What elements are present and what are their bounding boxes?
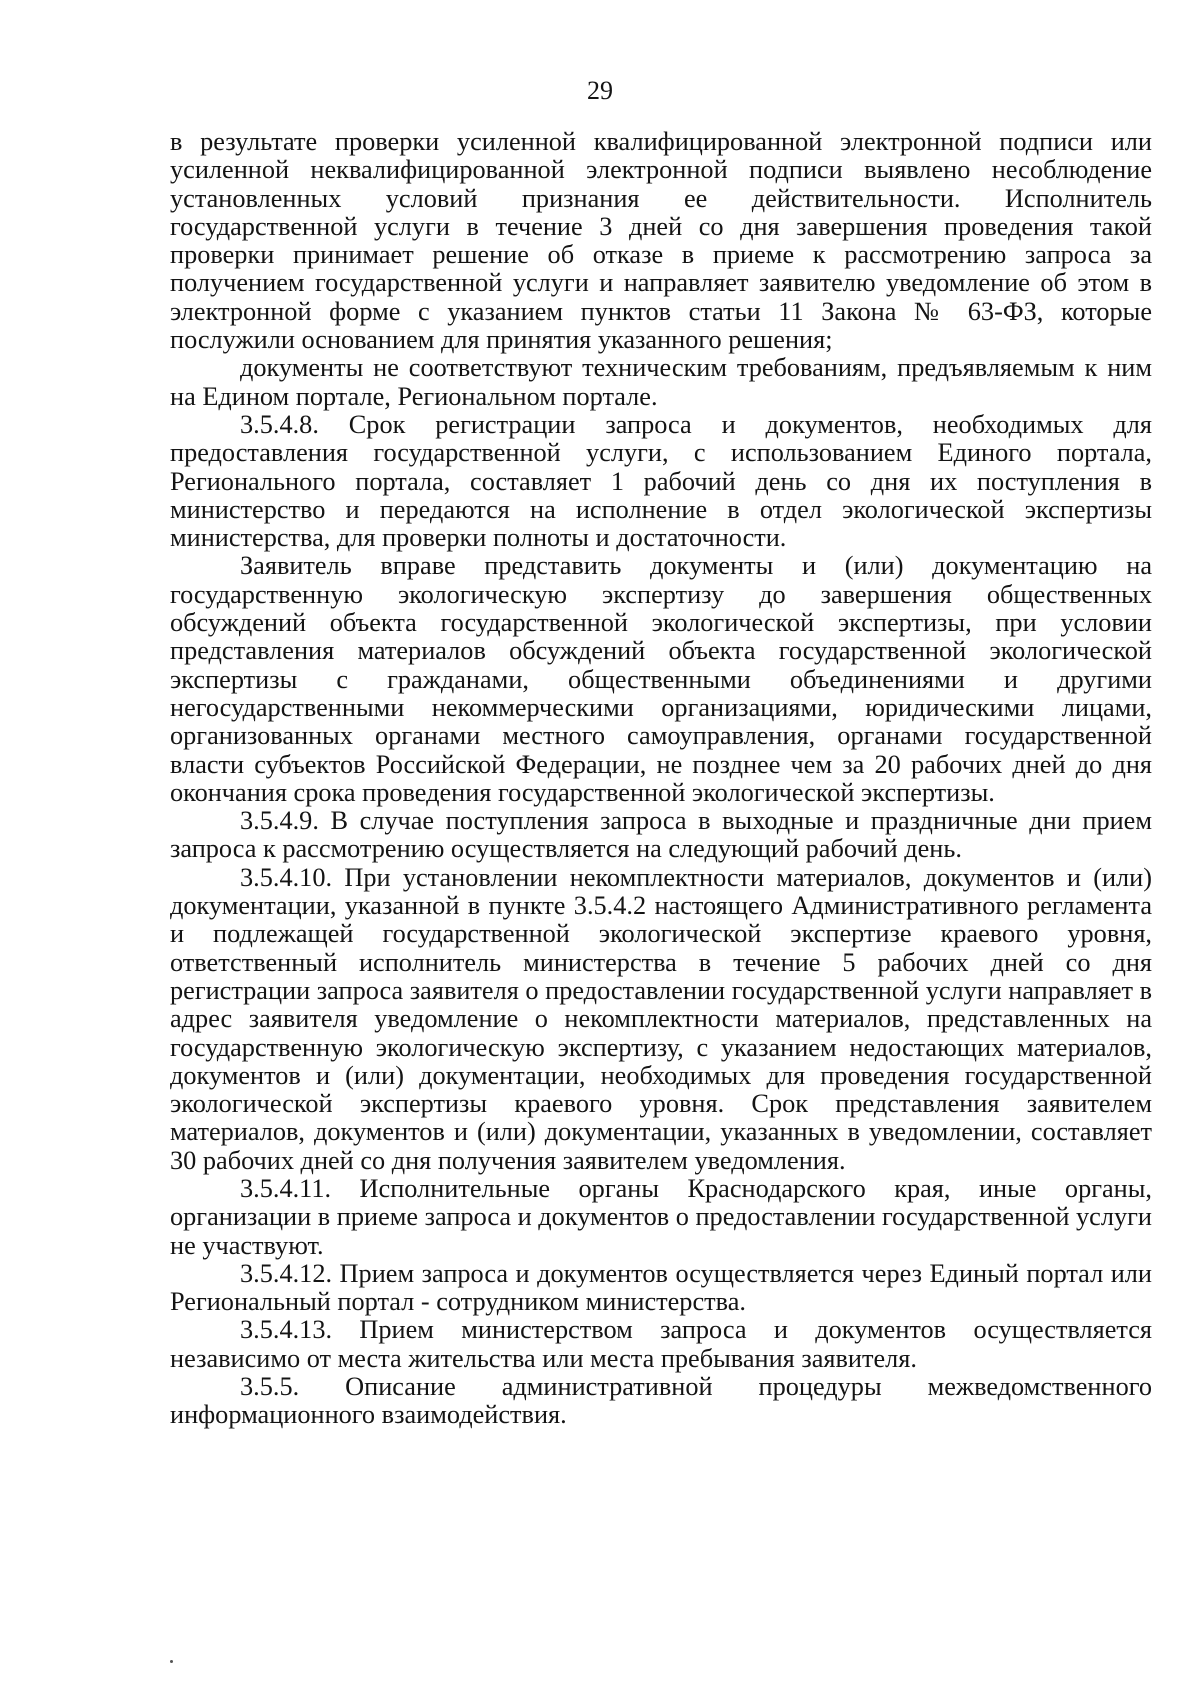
paragraph: в результате проверки усиленной квалифицированной электронной подписи или усиленной неквалифицированной электронной подписи выявлено несоблюдение установленных условий признания ее действительности. Исполнитель государственной услуги в течение 3 дней со дня завершения проведения такой проверки принимает решение об отказе в приеме к рассмотрению запроса за получением государственной услуги и направляет заявителю уведомление об этом в электронной форме с указанием пунктов статьи 11 Закона № 63-ФЗ, которые послужили основанием для принятия указанного решения; — [170, 127, 1152, 355]
page-number: 29 — [587, 76, 613, 105]
paragraph: Заявитель вправе представить документы и (или) документацию на государственную экологическую экспертизу до завершения общественных обсуждений объекта государственной экологической экспертизы, при условии представления материалов обсуждений объекта государственной экологической экспертизы с гражданами, общественными объединениями и другими негосударственными некоммерческими организациями, юридическими лицами, организованных органами местного самоуправления, органами государственной власти субъектов Российской Федерации, не позднее чем за 20 рабочих дней до дня окончания срока проведения государственной экологической экспертизы. — [170, 551, 1152, 807]
scan-speck — [170, 1660, 173, 1663]
paragraph: 3.5.4.13. Прием министерством запроса и документов осуществляется независимо от места жительства или места пребывания заявителя. — [170, 1315, 1152, 1373]
paragraph: 3.5.5. Описание административной процедуры межведомственного информационного взаимодействия. — [170, 1372, 1152, 1430]
paragraph: 3.5.4.10. При установлении некомплектности материалов, документов и (или) документации, указанной в пункте 3.5.4.2 настоящего Административного регламента и подлежащей государственной экологической экспертизе краевого уровня, ответственный исполнитель министерства в течение 5 рабочих дней со дня регистрации запроса заявителя о предоставлении государственной услуги направляет в адрес заявителя уведомление о некомплектности материалов, представленных на государственную экологическую экспертизу, с указанием недостающих материалов, документов и (или) документации, необходимых для проведения государственной экологической экспертизы краевого уровня. Срок представления заявителем материалов, документов и (или) документации, указанных в уведомлении, составляет 30 рабочих дней со дня получения заявителем уведомления. — [170, 862, 1152, 1175]
paragraph: 3.5.4.11. Исполнительные органы Краснодарского края, иные органы, организации в приеме запроса и документов о предоставлении государственной услуги не участвуют. — [170, 1173, 1152, 1260]
paragraph: документы не соответствуют техническим требованиям, предъявляемым к ним на Едином портале, Региональном портале. — [170, 353, 1152, 411]
document-body — [170, 128, 1152, 1430]
paragraph: 3.5.4.12. Прием запроса и документов осуществляется через Единый портал или Региональный портал - сотрудником министерства. — [170, 1258, 1152, 1317]
paragraph: 3.5.4.9. В случае поступления запроса в выходные и праздничные дни прием запроса к рассмотрению осуществляется на следующий рабочий день. — [170, 806, 1152, 864]
paragraph: 3.5.4.8. Срок регистрации запроса и документов, необходимых для предоставления государственной услуги, с использованием Единого портала, Регионального портала, составляет 1 рабочий день со дня их поступления в министерство и передаются на исполнение в отдел экологической экспертизы министерства, для проверки полноты и достаточности. — [170, 409, 1152, 553]
